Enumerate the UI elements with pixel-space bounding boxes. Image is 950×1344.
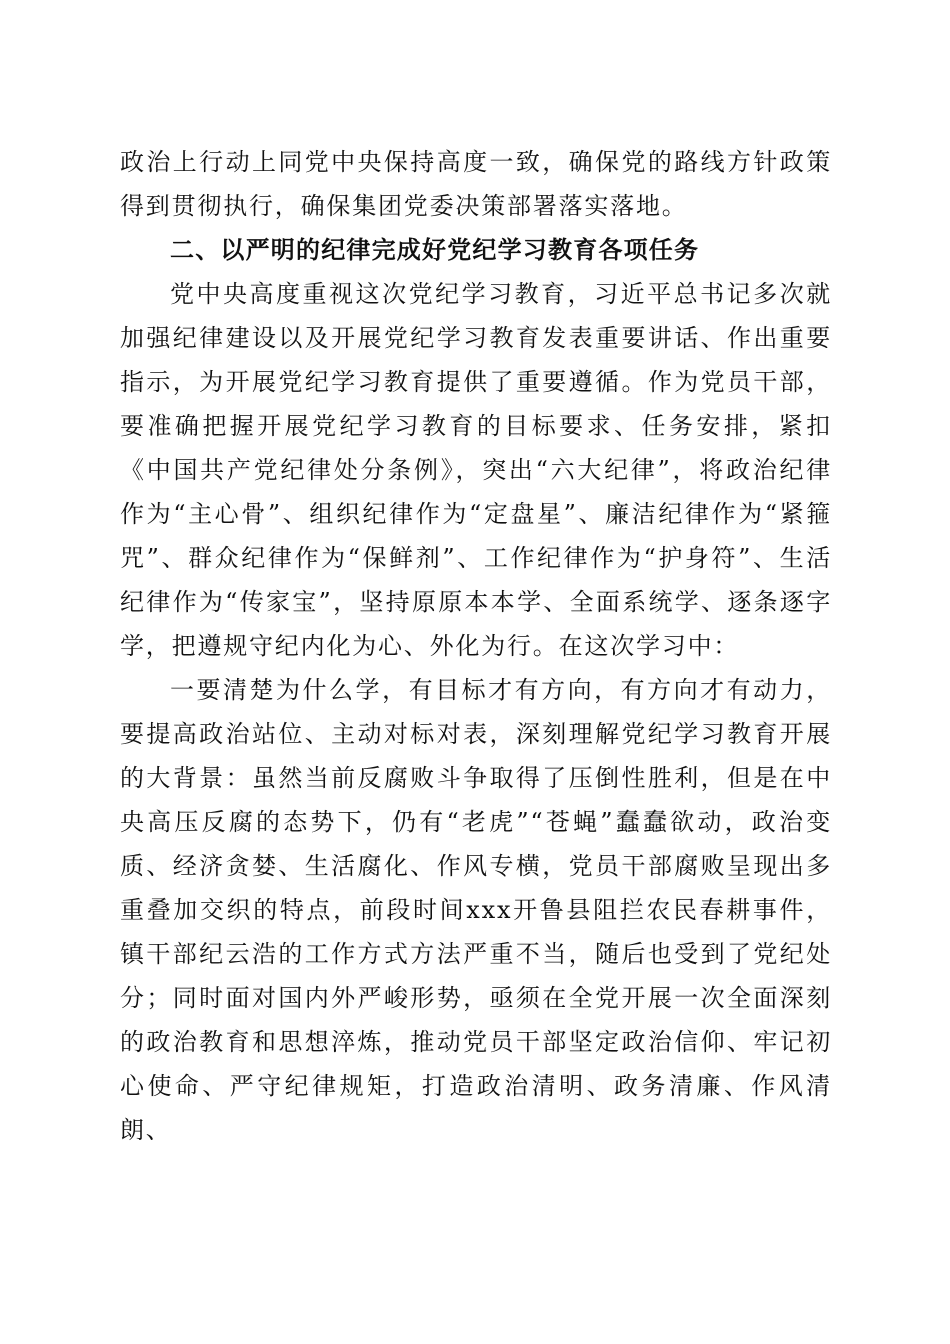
paragraph-2: 党中央高度重视这次党纪学习教育，习近平总书记多次就加强纪律建设以及开展党纪学习教育发表重要讲话、作出重要指示，为开展党纪学习教育提供了重要遵循。作为党员干部，要准确把握开展党纪学习教育的目标要求、任务安排，紧扣《中国共产党纪律处分条例》，突出“六大纪律”，将政治纪律作为“主心骨”、组织纪律作为“定盘星”、廉洁纪律作为“紧箍咒”、群众纪律作为“保鲜剂”、工作纪律作为“护身符”、生活纪律作为“传家宝”，坚持原原本本学、全面系统学、逐条逐字学，把遵规守纪内化为心、外化为行。在这次学习中： (120, 280, 832, 660)
paragraph-continued: 政治上行动上同党中央保持高度一致，确保党的路线方针政策得到贯彻执行，确保集团党委决策部署落实落地。 (120, 148, 832, 220)
section-heading-2: 二、以严明的纪律完成好党纪学习教育各项任务 (170, 236, 700, 264)
paragraph-3: 一要清楚为什么学，有目标才有方向，有方向才有动力，要提高政治站位、主动对标对表，深刻理解党纪学习教育开展的大背景：虽然当前反腐败斗争取得了压倒性胜利，但是在中央高压反腐的态势下，仍有“老虎”“苍蝇”蠢蠢欲动，政治变质、经济贪婪、生活腐化、作风专横，党员干部腐败呈现出多重叠加交织的特点，前段时间xxx开鲁县阻拦农民春耕事件，镇干部纪云浩的工作方式方法严重不当，随后也受到了党纪处分；同时面对国内外严峻形势，亟须在全党开展一次全面深刻的政治教育和思想淬炼，推动党员干部坚定政治信仰、牢记初心使命、严守纪律规矩，打造政治清明、政务清廉、作风清朗、 (120, 676, 832, 1144)
document-body (120, 140, 832, 1152)
